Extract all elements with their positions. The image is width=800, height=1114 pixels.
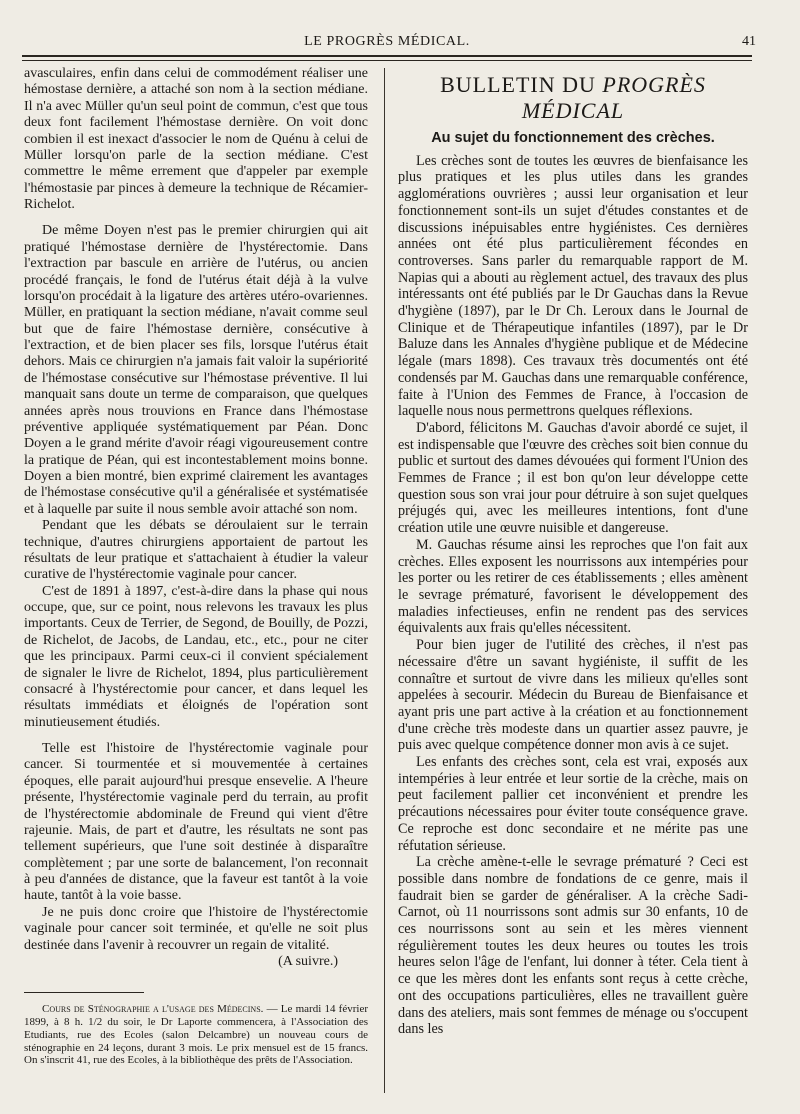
footnote-rule <box>24 992 144 993</box>
column-divider <box>384 68 385 1093</box>
right-paragraph-5: Les enfants des crèches sont, cela est vrai, exposés aux intempéries à leur entrée et leur sortie de la crèche, mais on peut facilement pallier cet inconvénient et prendre les précautions nécessaires pour éviter toute conséquence grave. Ce reproche est donc secondaire et ne mérite pas une réfutation sérieuse. <box>398 754 748 854</box>
bulletin-heading-main: BULLETIN DU <box>440 72 603 97</box>
footnote-body: — Le mardi 14 février 1899, à 8 h. 1/2 du soir, le Dr Laporte commencera, à l'Association des Etudiants, rue des Ecoles (salon Delcambre) un nouveau cours de sténographie en 24 leçons, durant 3 mois. Le prix mensuel est de 15 francs. On s'inscrit 41, rue des Ecoles, à la bibliothèque des prêts de l'Association. <box>24 1003 368 1067</box>
left-paragraph-6: Je ne puis donc croire que l'histoire de l'hystérectomie vaginale pour cancer soit terminée, et qu'elle ne soit plus destinée dans l'avenir à recouvrer un regain de vitalité. <box>24 904 368 953</box>
left-paragraph-4: C'est de 1891 à 1897, c'est-à-dire dans la phase qui nous occupe, que, sur ce point, nous relevons les travaux les plus importants. Ceux de Terrier, de Segond, de Bouilly, de Pozzi, de Richelot, de Jacobs, de Landau, etc., etc., pour ne citer que les principaux. Parmi ceux-ci il convient spécialement de signaler le livre de Richelot, 1894, plus particulièrement consacré à l'hystérectomie pour cancer, et dans lequel les résultats immédiats et éloignés de l'opération sont minutieusement étudiés. <box>24 583 368 730</box>
footnote-lead: Cours de Sténographie a l'usage des Médecins. <box>42 1003 264 1016</box>
right-paragraph-2: D'abord, félicitons M. Gauchas d'avoir abordé ce sujet, il est indispensable que l'œuvre des crèches soit bien connue du public et surtout des dames dévouées qui forment l'Union des Femmes de France ; il est bon qu'on leur développe cette question sous son vrai jour pour détruire à son sujet quelques préjugés qui, avec les meilleures intentions, font d'une création utile une œuvre nuisible et dangereuse. <box>398 419 748 537</box>
header-rule-thin <box>22 60 752 61</box>
bulletin-heading-italic: PROGRÈS MÉDICAL <box>521 72 706 123</box>
left-paragraph-1: avasculaires, enfin dans celui de commodément réaliser une hémostase dernière, a attaché son nom à la section médiane. Il n'a avec Müller qu'un seul point de commun, c'est que tous deux font facilement l'hémostase dernière. On voit donc combien il est inexact d'associer le nom de Quénu à celui de Müller lorsqu'on parle de la section médiane. C'est commettre le même errement que d'appeler par exemple l'hémostasie par pinces à demeure la technique de Récamier-Richelot. <box>24 66 368 212</box>
left-column <box>24 66 368 1067</box>
left-paragraph-3: Pendant que les débats se déroulaient sur le terrain technique, d'autres chirurgiens apportaient de partout les résultats de leur pratique et s'attachaient à étudier la valeur curative de l'hystérectomie vaginale pour cancer. <box>24 518 368 583</box>
page-number: 41 <box>742 34 756 49</box>
right-paragraph-1: Les crèches sont de toutes les œuvres de bienfaisance les plus pratiques et les plus utiles dans les grandes agglomérations ouvrières ; aussi leur organisation et leur fonctionnement sont-ils un sujet d'études constantes et de discussions inépuisables entre hygiénistes. Ces dernières années ont été plus particulièrement fécondes en controverses. Sans parler du remarquable rapport de M. Napias qui a abouti au règlement actuel, des travaux des plus intéressants ont été publiés par le Dr Gauchas dans la Revue d'hygiène (1897), par le Dr Ch. Leroux dans le Journal de Clinique et de Thérapeutique infantiles (1897), par le Dr Baluze dans les Annales d'hygiène publique et de Médecine légale (mars 1898). Ces travaux très documentés ont été condensés par M. Gauchas dans une remarquable conférence, faite à l'Union des Femmes de France, à l'occasion de laquelle nous nous permettrons quelques réflexions. <box>398 152 748 420</box>
left-paragraph-5: Telle est l'histoire de l'hystérectomie vaginale pour cancer. Si tourmentée et si mouvementée à certaines époques, elle parait aujourd'hui presque ensevelie. A l'heure présente, l'hystérectomie vaginale perd du terrain, au profit de l'hystérectomie abdominale de Freund qui vient d'être rajeunie. Mais, de part et d'autre, les résultats ne sont pas tellement supérieurs, que l'une soit destinée à disparaître complètement ; par une sorte de balancement, l'on reconnait à peu d'années de distance, que la faveur est tantôt à la voie haute, tantôt à la voie basse. <box>24 741 368 904</box>
right-column <box>398 66 748 1038</box>
to-be-continued: (A suivre.) <box>278 953 338 969</box>
bulletin-heading <box>398 72 748 124</box>
running-header <box>22 30 756 52</box>
header-rule-thick <box>22 55 752 57</box>
journal-title: LE PROGRÈS MÉDICAL. <box>304 34 470 49</box>
left-paragraph-2: De même Doyen n'est pas le premier chirurgien qui ait pratiqué l'hémostase dernière de l'hystérectomie. Dans l'extraction par bascule en arrière de l'utérus, ou ancien procédé français, le fond de l'utérus était déjà à la vulve lorsqu'on procédait à la ligature des artères utéro-ovariennes. Müller, en pratiquant la section médiane, n'avait comme seul but que de faire l'hémostase dernière, consécutive à l'extraction, et de bien placer ses fils, lorsque l'utérus était dehors. Mais ce chirurgien n'a jamais fait valoir la supériorité de l'hémostase consécutive sur l'hémostase préventive. Il lui manquait sans doute un terme de comparaison, que quelques années après nous trouvions en France dans l'hémostase préventive appliquée systématiquement par Péan. Donc Doyen a le grand mérite d'avoir réagi vigoureusement contre la pratique de Péan, qui est incontestablement moins bonne. Doyen a bien montré, bien exprimé clairement les avantages de l'hémostase consécutive qu'il a généralisée et systématisée et à laquelle par suite il nous semble avoir attaché son nom. <box>24 223 368 517</box>
right-paragraph-3: M. Gauchas résume ainsi les reproches que l'on fait aux crèches. Elles exposent les nourrissons aux intempéries pour les porter ou les retirer de ces établissements ; elles amènent le sevrage prématuré, favorisent le développement des maladies infectieuses, enfin ne rendent pas des services équivalents aux frais qu'elles nécessitent. <box>398 536 748 637</box>
article-subtitle: Au sujet du fonctionnement des crèches. <box>431 130 715 146</box>
right-paragraph-4: Pour bien juger de l'utilité des crèches, il n'est pas nécessaire d'être un savant hygiéniste, il suffit de les connaître et surtout de vivre dans les milieux qu'elles sont appelées à secourir. Médecin du Bureau de Bienfaisance et ayant pris une part active à la création et au fonctionnement d'une crèche très modeste dans un quartier assez pauvre, je puis avec quelque compétence donner mon avis à ce sujet. <box>398 637 748 754</box>
footnote <box>24 1003 368 1067</box>
right-paragraph-6: La crèche amène-t-elle le sevrage prématuré ? Ceci est possible dans nombre de fondations de ce genre, mais il faudrait bien se garder de généraliser. A la crèche Sadi-Carnot, où 11 nourrissons sont admis sur 30 enfants, 10 de ces nourrissons sont au sein et les mères viennent régulièrement toutes les deux heures ou toutes les trois heures selon l'âge de l'enfant, lui donner à téter. Cela tient à ce que les mères dont les enfants sont reçus à cette crèche, ont des occupations particulières, elles ne travaillent guère dans des ateliers, mais sont femmes de ménage ou s'occupent dans les <box>398 854 748 1038</box>
